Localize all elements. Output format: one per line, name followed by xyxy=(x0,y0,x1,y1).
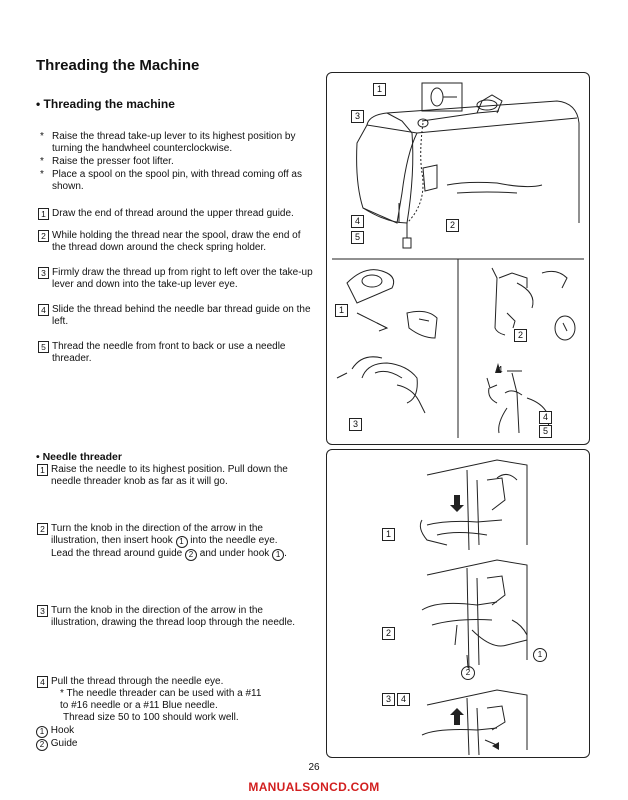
step-number-box: 3 xyxy=(37,605,48,617)
threading-diagram xyxy=(327,73,589,444)
bullet-text: Raise the presser foot lifter. xyxy=(52,156,174,167)
bullet-mark: * xyxy=(40,131,44,142)
legend-label: Hook xyxy=(50,725,75,736)
legend-number: 2 xyxy=(36,739,48,751)
threader-note: * The needle threader can be used with a #11 to #16 needle or a #11 Blue needle. xyxy=(60,688,262,711)
figure2-callout-1: 1 xyxy=(533,648,547,662)
page-title: Threading the Machine xyxy=(36,57,200,74)
legend-label: Guide xyxy=(50,738,78,749)
step-5 xyxy=(41,341,314,365)
threader-step-3 xyxy=(40,605,301,629)
step-text: Slide the thread behind the needle bar thread guide on the left. xyxy=(52,304,311,327)
bullet-item xyxy=(40,131,307,155)
bullet-item xyxy=(40,156,307,168)
figure-label-3: 3 xyxy=(351,110,364,123)
figure-label-5: 5 xyxy=(539,425,552,438)
callout-hook: 1 xyxy=(176,536,188,548)
step-1 xyxy=(41,208,314,220)
figure2-callout-2: 2 xyxy=(461,666,475,680)
step-2 xyxy=(41,230,314,254)
figure-label-1: 1 xyxy=(373,83,386,96)
threader-note-2: Thread size 50 to 100 should work well. xyxy=(63,712,239,723)
step-text: Draw the end of thread around the upper thread guide. xyxy=(52,208,294,219)
step-text: and under hook xyxy=(199,548,270,559)
legend-number: 1 xyxy=(36,726,48,738)
bullet-text: Raise the thread take-up lever to its highest position by turning the handwheel counterclockwise. xyxy=(52,131,296,154)
bullet-mark: * xyxy=(40,169,44,180)
step-text: into the needle eye. Lead the thread around guide xyxy=(51,535,278,559)
needle-threader-diagram xyxy=(327,450,589,757)
figure2-label-4: 4 xyxy=(397,693,410,706)
step-text: While holding the thread near the spool, draw the end of the thread down around the check spring holder. xyxy=(52,230,301,253)
threader-step-1 xyxy=(40,464,301,488)
figure-label-2: 2 xyxy=(514,329,527,342)
step-4 xyxy=(41,304,314,328)
step-text: Thread the needle from front to back or use a needle threader. xyxy=(52,341,286,364)
bullet-item xyxy=(40,169,307,193)
step-number-box: 4 xyxy=(38,304,49,316)
bullet-mark: * xyxy=(40,156,44,167)
bullet-text: Place a spool on the spool pin, with thread coming off as shown. xyxy=(52,169,302,192)
section-heading-needle-threader: • Needle threader xyxy=(36,451,122,463)
figure-label-4: 4 xyxy=(539,411,552,424)
figure2-label-1: 1 xyxy=(382,528,395,541)
step-number-box: 5 xyxy=(38,341,49,353)
step-number-box: 3 xyxy=(38,267,49,279)
step-text: . xyxy=(284,548,287,559)
section-heading-threading: • Threading the machine xyxy=(36,97,175,111)
step-number-box: 2 xyxy=(37,523,48,535)
threader-step-2 xyxy=(40,523,301,561)
legend-guide xyxy=(36,738,77,751)
figure-step-number: 4 xyxy=(497,365,503,376)
step-text: Turn the knob in the direction of the arrow in the illustration, drawing the thread loop through the needle. xyxy=(51,605,296,628)
figure2-label-3: 3 xyxy=(382,693,395,706)
figure-label-4: 4 xyxy=(351,215,364,228)
step-3 xyxy=(41,267,314,291)
step-text: Raise the needle to its highest position. Pull down the needle threader knob as far as it will go. xyxy=(51,464,288,487)
page-number: 26 xyxy=(308,762,320,773)
step-number-box: 1 xyxy=(37,464,48,476)
step-text: Firmly draw the thread up from right to left over the take-up lever and down into the take-up lever eye. xyxy=(52,267,313,290)
figure-label-3: 3 xyxy=(349,418,362,431)
step-number-box: 1 xyxy=(38,208,49,220)
watermark: MANUALSONCD.COM xyxy=(248,780,380,794)
callout-guide: 2 xyxy=(185,549,197,561)
step-number-box: 4 xyxy=(37,676,48,688)
step-number-box: 2 xyxy=(38,230,49,242)
figure-label-1: 1 xyxy=(335,304,348,317)
threading-illustration xyxy=(326,72,590,445)
figure-label-5: 5 xyxy=(351,231,364,244)
needle-threader-illustration xyxy=(326,449,590,758)
callout-hook: 1 xyxy=(272,549,284,561)
legend-hook xyxy=(36,725,74,738)
figure2-label-3: 2 xyxy=(382,627,395,640)
step-text: Pull the thread through the needle eye. xyxy=(51,676,224,687)
threader-step-4 xyxy=(40,676,301,688)
step-text: Turn the knob in the direction of the arrow in the illustration, then insert hook xyxy=(51,523,263,546)
figure-label-2: 2 xyxy=(446,219,459,232)
